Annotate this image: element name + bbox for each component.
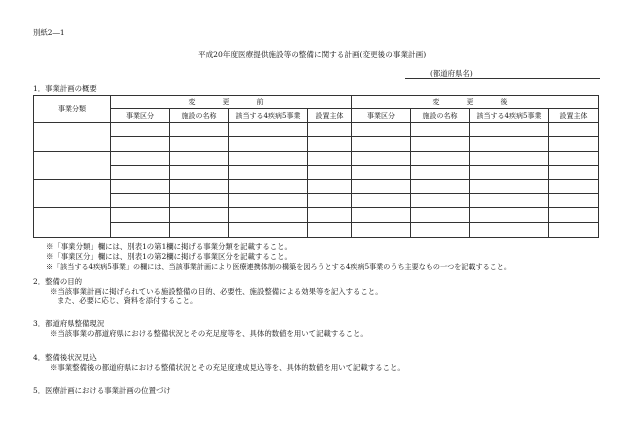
section-3-note: ※当該事業の都道府県における整備状況とその充足度等を、具体的数値を用いて記載すること。	[50, 329, 368, 338]
prefecture-label: (都道府県名)	[430, 69, 473, 78]
section-2-note-2: また、必要に応じ、資料を添付すること。	[57, 296, 198, 305]
table-cell	[111, 123, 170, 137]
col-before-founder: 設置主体	[308, 109, 352, 123]
section-5-heading: 5．医療計画における事業計画の位置づけ	[33, 386, 171, 395]
category-cell	[34, 208, 111, 238]
note-category: ※「事業分類」欄には、別表1の第1欄に掲げる事業分類を記載すること。	[46, 242, 292, 251]
section-4-note: ※事業整備後の都道府県における整備状況とその充足度達成見込等を、具体的数値を用いて記載すること。	[50, 363, 405, 372]
section-3-heading: 3．都道府県整備現況	[33, 319, 105, 328]
col-after-disease: 該当する4疾病5事業	[470, 109, 549, 123]
section-2-heading: 2．整備の目的	[33, 277, 83, 286]
col-before-facility: 施設の名称	[170, 109, 229, 123]
section-1-heading: 1．事業計画の概要	[33, 84, 97, 93]
col-after-division: 事業区分	[352, 109, 411, 123]
category-cell	[34, 151, 111, 179]
table-cell	[111, 165, 170, 179]
table-cell	[111, 194, 170, 208]
header-before: 変 更 前	[111, 96, 352, 109]
category-cell	[34, 123, 111, 151]
col-after-founder: 設置主体	[549, 109, 599, 123]
category-cell	[34, 179, 111, 207]
table-cell	[111, 137, 170, 151]
section-4-heading: 4．整備後状況見込	[33, 353, 97, 362]
table-cell	[111, 179, 170, 193]
document-title: 平成20年度医療提供施設等の整備に関する計画(変更後の事業計画)	[198, 50, 427, 59]
note-division: ※「事業区分」欄には、別表1の第2欄に掲げる事業区分を記載すること。	[46, 252, 292, 261]
header-after: 変 更 後	[352, 96, 599, 109]
table-cell	[111, 222, 170, 237]
note-disease: ※「該当する4疾病5事業」の欄には、当該事業計画により医療連携体制の構築を図ろうとする4疾病5事業のうち主要なもの一つを記載すること。	[46, 262, 511, 271]
col-before-division: 事業区分	[111, 109, 170, 123]
page-label: 別紙2―1	[33, 28, 65, 37]
table-cell	[111, 151, 170, 165]
table-cell	[111, 208, 170, 222]
col-before-disease: 該当する4疾病5事業	[229, 109, 308, 123]
prefecture-underline	[405, 78, 600, 79]
header-category: 事業分類	[34, 96, 111, 123]
plan-table	[33, 95, 599, 238]
col-after-facility: 施設の名称	[411, 109, 470, 123]
section-2-note-1: ※当該事業計画に掲げられている施設整備の目的、必要性、施設整備による効果等を記入すること。	[50, 287, 383, 296]
